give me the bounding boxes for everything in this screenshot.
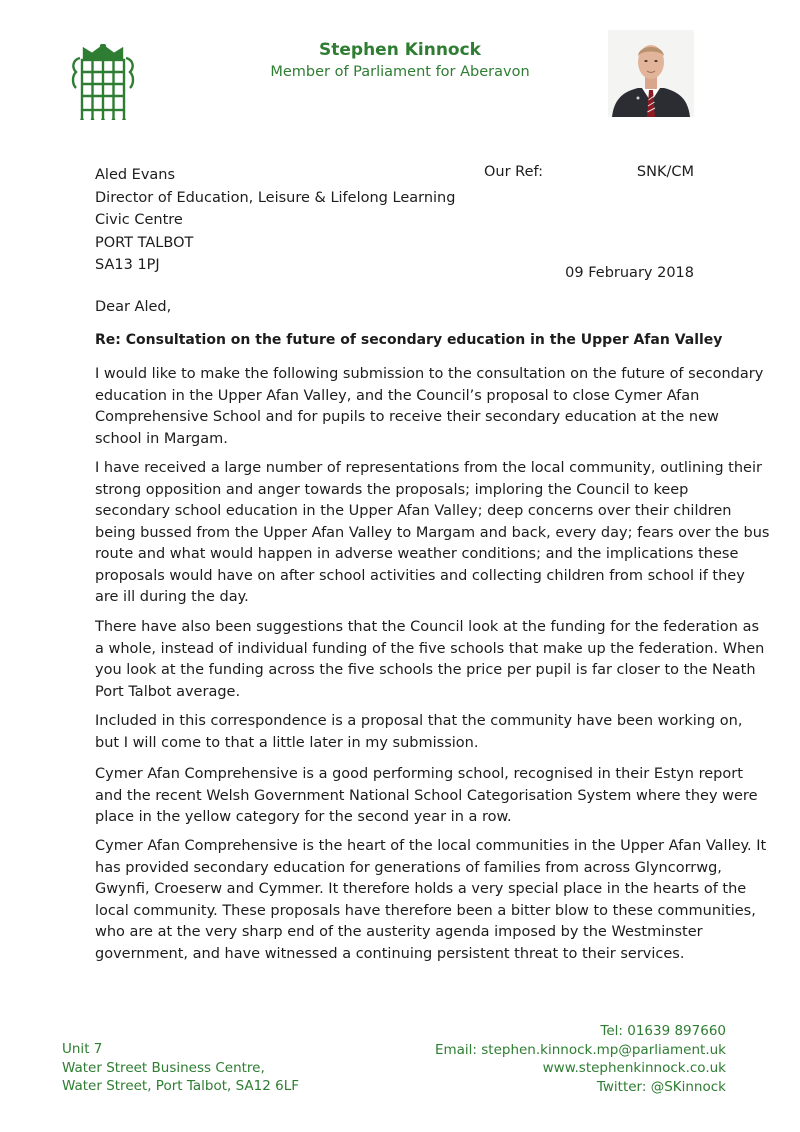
- reference-label: Our Ref:: [484, 164, 543, 180]
- contact-details: [435, 1022, 726, 1096]
- text-line: secondary school education in the Upper Afan Valley; deep concerns over their children: [95, 503, 732, 519]
- paragraph-4: [95, 711, 743, 754]
- text-line: education in the Upper Afan Valley, and the Council’s proposal to close Cymer Afan: [95, 387, 700, 404]
- recipient-line: Civic Centre: [95, 212, 183, 228]
- text-line: proposals would have on after school activities and collecting children from school if they: [95, 567, 745, 584]
- recipient-line: Aled Evans: [95, 167, 176, 183]
- text-line: Gwynfi, Croeserw and Cymmer. It therefore holds a very special place in the hearts of the: [95, 881, 747, 897]
- recipient-address: [95, 164, 455, 277]
- subject-line: Re: Consultation on the future of secondary education in the Upper Afan Valley: [95, 332, 723, 348]
- text-line: a whole, instead of individual funding of the five schools that make up the federation. When: [95, 640, 765, 657]
- telephone: Tel: 01639 897660: [600, 1023, 726, 1039]
- office-address: [62, 1040, 299, 1096]
- text-line: Comprehensive School and for pupils to receive their secondary education at the new: [95, 409, 719, 425]
- mp-portrait: [608, 30, 694, 117]
- twitter-handle: Twitter: @SKinnock: [596, 1078, 726, 1095]
- text-line: you look at the funding across the five schools the price per pupil is far closer to the Neath: [95, 662, 756, 678]
- text-line: has provided secondary education for generations of families from across Glyncorrwg,: [95, 859, 722, 876]
- recipient-line: SA13 1PJ: [95, 257, 160, 273]
- text-line: being bussed from the Upper Afan Valley to Margam and back, every day; fears over the bus: [95, 524, 770, 541]
- text-line: and the recent Welsh Government National School Categorisation System where they were: [95, 787, 758, 804]
- paragraph-2: [95, 458, 770, 609]
- mp-title: Member of Parliament for Aberavon: [270, 64, 530, 80]
- text-line: but I will come to that a little later in my submission.: [95, 734, 479, 751]
- text-line: school in Margam.: [95, 430, 228, 447]
- text-line: government, and have witnessed a continuing persistent threat to their services.: [95, 945, 685, 962]
- text-line: route and what would happen in adverse weather conditions; and the implications these: [95, 546, 739, 562]
- text-line: who are at the very sharp end of the austerity agenda imposed by the Westminster: [95, 924, 703, 940]
- address-line: Water Street Business Centre,: [62, 1059, 265, 1076]
- text-line: Cymer Afan Comprehensive is a good performing school, recognised in their Estyn report: [95, 766, 743, 782]
- paragraph-6: [95, 836, 767, 965]
- email: Email: stephen.kinnock.mp@parliament.uk: [434, 1041, 726, 1058]
- text-line: strong opposition and anger towards the proposals; imploring the Council to keep: [95, 481, 689, 498]
- paragraph-1: [95, 364, 764, 450]
- address-line: Water Street, Port Talbot, SA12 6LF: [62, 1078, 299, 1094]
- text-line: Included in this correspondence is a proposal that the community have been working on,: [95, 713, 743, 729]
- address-line: Unit 7: [62, 1041, 103, 1057]
- letter-date: 09 February 2018: [565, 265, 694, 281]
- text-line: are ill during the day.: [95, 589, 249, 605]
- website: www.stephenkinnock.co.uk: [542, 1060, 726, 1076]
- text-line: I would like to make the following submission to the consultation on the future of secondary: [95, 366, 764, 382]
- reference-value: SNK/CM: [636, 164, 694, 180]
- text-line: local community. These proposals have therefore been a bitter blow to these communities,: [95, 902, 756, 919]
- text-line: I have received a large number of representations from the local community, outlining their: [95, 460, 762, 476]
- text-line: Cymer Afan Comprehensive is the heart of the local communities in the Upper Afan Valley. It: [95, 838, 767, 854]
- text-line: There have also been suggestions that the Council look at the funding for the federation as: [95, 619, 760, 635]
- paragraph-5: [95, 764, 758, 829]
- mp-name: Stephen Kinnock: [319, 40, 481, 60]
- recipient-line: PORT TALBOT: [95, 234, 194, 251]
- paragraph-3: [95, 617, 765, 703]
- text-line: Port Talbot average.: [95, 683, 241, 700]
- salutation: Dear Aled,: [95, 299, 172, 315]
- recipient-line: Director of Education, Leisure & Lifelong Learning: [95, 189, 456, 206]
- text-line: place in the yellow category for the second year in a row.: [95, 809, 512, 825]
